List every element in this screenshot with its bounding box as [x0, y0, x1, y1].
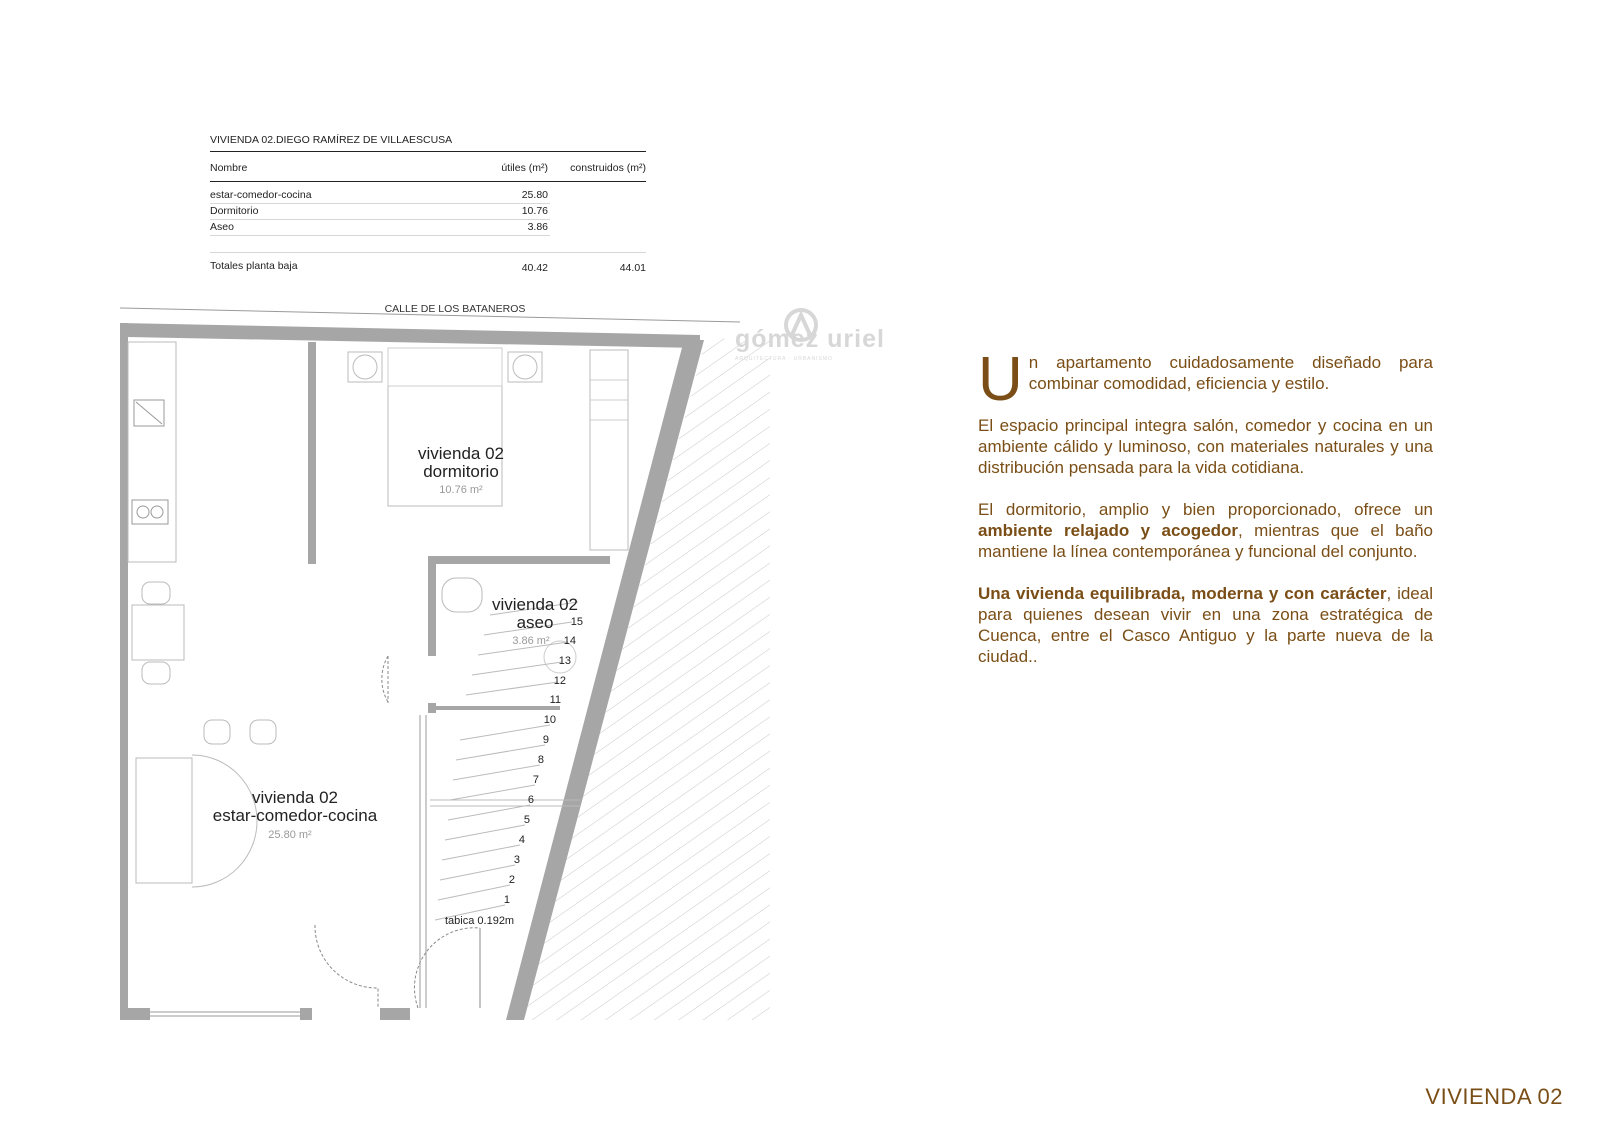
stair-step-number: 8 [537, 754, 544, 766]
row-divider [210, 235, 550, 236]
room-label-aseo: aseo [516, 613, 554, 632]
table-row-utiles: 10.76 [521, 205, 548, 217]
kitchen-counter [128, 342, 176, 562]
burner-icon [151, 506, 163, 518]
sofa [136, 758, 192, 883]
table-rule [210, 151, 646, 152]
floor-plan [120, 300, 780, 1045]
toilet-icon [442, 578, 482, 612]
table-row-name: Dormitorio [210, 205, 259, 217]
aseo-door [382, 656, 388, 703]
stair-step-number: 3 [513, 854, 520, 866]
page-label: VIVIENDA 02 [1425, 1084, 1563, 1109]
room-label-aseo: vivienda 02 [491, 595, 579, 614]
paragraph-3-bold: ambiente relajado y acogedor [978, 521, 1239, 540]
col-header-utiles: útiles (m²) [501, 162, 548, 174]
paragraph-4-bold: Una vivienda equilibrada, moderna y con carácter [978, 584, 1387, 603]
intro-paragraph [978, 345, 1433, 414]
lamp-icon [513, 355, 537, 379]
room-label-dorm: dormitorio [423, 462, 499, 481]
paragraph-4 [978, 583, 1433, 667]
room-area-aseo: 3.86 m² [512, 635, 550, 647]
bottom-wall-mid [300, 1008, 312, 1020]
watermark-logo-icon [781, 307, 821, 343]
top-wall [120, 323, 700, 348]
watermark-name: gómez uriel [735, 325, 885, 353]
burner-icon [137, 506, 149, 518]
side-table [132, 605, 184, 660]
row-divider [210, 203, 550, 204]
street-label: CALLE DE LOS BATANEROS [384, 303, 526, 315]
room-label-estar: estar-comedor-cocina [212, 806, 378, 825]
table-row-name: estar-comedor-cocina [210, 189, 312, 201]
paragraph-3-start: El dormitorio, amplio y bien proporcionado, ofrece un [978, 500, 1433, 519]
room-area-estar: 25.80 m² [268, 829, 312, 841]
stair-door [414, 928, 480, 1008]
chair-icon [142, 662, 170, 684]
paragraph-2: El espacio principal integra salón, comedor y cocina en un ambiente cálido y luminoso, con materiales naturales y una distribución pensada para la vida cotidiana. [978, 416, 1433, 477]
stair-step-number: 14 [563, 635, 576, 647]
stair-step-number: 2 [508, 874, 515, 886]
intro-text: n apartamento cuidadosamente diseñado para combinar comodidad, eficiencia y estilo. [1028, 353, 1433, 393]
entry-door [315, 925, 378, 1008]
stair-step-number: 4 [518, 834, 525, 846]
stair-step-number: 12 [553, 675, 566, 687]
table-row-utiles: 3.86 [527, 221, 548, 233]
room-label-dorm: vivienda 02 [417, 444, 505, 463]
total-utiles: 40.42 [521, 262, 548, 274]
description [978, 345, 1433, 688]
stair-step-number: 5 [523, 814, 530, 826]
chair-icon [204, 720, 230, 744]
stair-step-number: 7 [532, 774, 539, 786]
lamp-icon [353, 355, 377, 379]
table-header-rule [210, 181, 646, 182]
watermark-tagline: ARQUITECTURA · URBANISMO [735, 356, 833, 362]
stair-step-number: 11 [549, 694, 561, 706]
table-title: VIVIENDA 02.DIEGO RAMÍREZ DE VILLAESCUSA [210, 134, 453, 146]
left-wall [120, 323, 128, 1020]
stair-step-number: 10 [543, 714, 556, 726]
table-row-name: Aseo [210, 221, 234, 233]
col-header-name: Nombre [210, 162, 248, 174]
stair-step-number: 9 [542, 734, 549, 746]
chair-icon [142, 582, 170, 604]
aseo-left-wall [428, 556, 436, 656]
aseo-jamb [428, 703, 436, 713]
paragraph-3-end: , mientras que el baño mantiene la línea contemporánea y funcional del conjunto. [978, 521, 1433, 561]
stair-step-number: 15 [570, 616, 583, 628]
col-header-construidos: construidos (m²) [570, 162, 646, 174]
sink-icon [136, 402, 162, 424]
partition-wall [308, 342, 316, 564]
total-label: Totales planta baja [210, 260, 298, 272]
watermark [735, 325, 885, 362]
stair-step-number: 6 [527, 794, 534, 806]
aseo-top-wall [428, 556, 610, 564]
bed [388, 348, 505, 506]
room-label-estar: vivienda 02 [251, 788, 339, 807]
row-divider [210, 219, 550, 220]
total-divider [210, 252, 646, 253]
total-construidos: 44.01 [619, 262, 646, 274]
bottom-wall-left [120, 1008, 150, 1020]
paragraph-3 [978, 499, 1433, 562]
drop-cap: U [978, 345, 1023, 414]
bottom-wall-door [380, 1008, 410, 1020]
chair-icon [250, 720, 276, 744]
room-area-dorm: 10.76 m² [439, 484, 483, 496]
pillow [388, 348, 502, 386]
table-row-utiles: 25.80 [521, 189, 548, 201]
stair-note: tabica 0.192m [445, 915, 515, 927]
stair-step-number: 13 [558, 655, 571, 667]
paragraph-4-end: , ideal para quienes desean vivir en una zona estratégica de Cuenca, entre el Casco Antiguo y la parte nueva de la ciudad.. [978, 584, 1433, 666]
stair-step-number: 1 [503, 894, 510, 906]
